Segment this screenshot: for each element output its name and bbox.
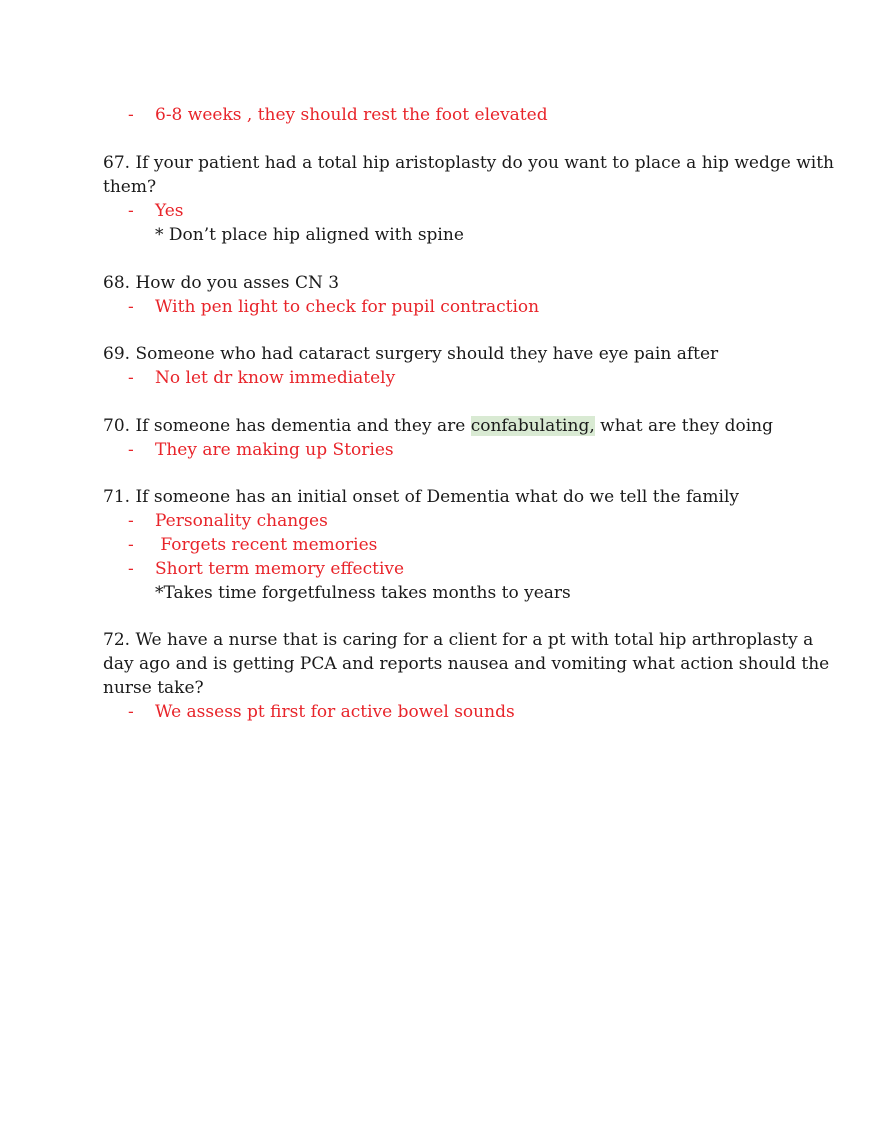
- answer-prev: 6-8 weeks , they should rest the foot elevated: [155, 105, 548, 125]
- question-70: [103, 414, 773, 438]
- answer-71-2: Forgets recent memories: [155, 535, 378, 555]
- bullet-dash: -: [128, 368, 134, 388]
- question-72-line1: 72. We have a nurse that is caring for a client for a pt with total hip arthroplasty a: [103, 630, 814, 650]
- question-69: 69. Someone who had cataract surgery should they have eye pain after: [103, 344, 719, 364]
- highlighted-term: confabulating,: [470, 416, 595, 436]
- answer-68: With pen light to check for pupil contraction: [155, 297, 540, 317]
- note-67: * Don’t place hip aligned with spine: [155, 225, 464, 245]
- question-71: 71. If someone has an initial onset of Dementia what do we tell the family: [103, 487, 740, 507]
- question-67-line2: them?: [103, 177, 157, 197]
- bullet-dash: -: [128, 440, 134, 460]
- bullet-dash: -: [128, 702, 134, 722]
- answer-71-3: Short term memory effective: [155, 559, 405, 579]
- question-68: 68. How do you asses CN 3: [103, 273, 340, 293]
- question-70-suffix: what are they doing: [594, 416, 773, 436]
- question-72-line2: day ago and is getting PCA and reports nausea and vomiting what action should the: [103, 654, 830, 674]
- answer-72: We assess pt first for active bowel sounds: [155, 702, 515, 722]
- question-67-line1: 67. If your patient had a total hip aristoplasty do you want to place a hip wedge with: [103, 153, 834, 173]
- bullet-dash: -: [128, 535, 134, 555]
- bullet-dash: -: [128, 511, 134, 531]
- answer-70: They are making up Stories: [155, 440, 394, 460]
- answer-71-1: Personality changes: [155, 511, 328, 531]
- answer-67: Yes: [155, 201, 184, 221]
- note-71: *Takes time forgetfulness takes months to years: [155, 583, 571, 603]
- bullet-dash: -: [128, 297, 134, 317]
- bullet-dash: -: [128, 105, 134, 125]
- bullet-dash: -: [128, 559, 134, 579]
- answer-69: No let dr know immediately: [155, 368, 396, 388]
- bullet-dash: -: [128, 201, 134, 221]
- question-72-line3: nurse take?: [103, 678, 204, 698]
- question-70-prefix: 70. If someone has dementia and they are: [103, 416, 471, 436]
